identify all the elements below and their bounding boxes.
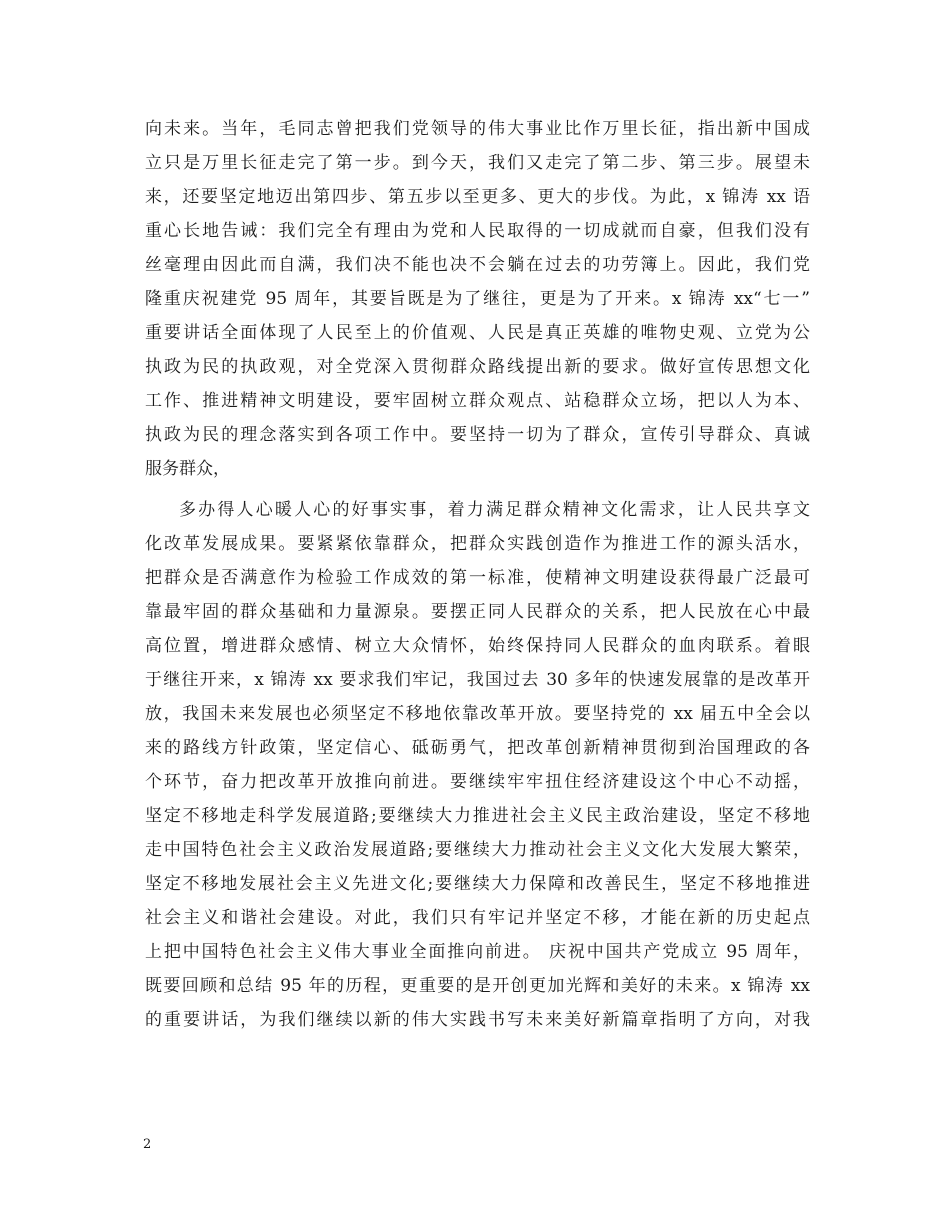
- body-text-line: 执政为民的理念落实到各项工作中。要坚持一切为了群众，宣传引导群众、真诚: [145, 425, 810, 445]
- body-text-line: 执政为民的执政观，对全党深入贯彻群众路线提出新的要求。做好宣传思想文化: [145, 357, 810, 377]
- body-text-line: 于继往开来，x 锦涛 xx 要求我们牢记，我国过去 30 多年的快速发展靠的是改革开: [145, 670, 810, 690]
- body-text-line: 靠最牢固的群众基础和力量源泉。要摆正同人民群众的关系，把人民放在心中最: [145, 602, 810, 622]
- body-text-line: 个环节，奋力把改革开放推向前进。要继续牢牢扭住经济建设这个中心不动摇，: [145, 772, 810, 792]
- body-text-line: 立只是万里长征走完了第一步。到今天，我们又走完了第二步、第三步。展望未: [145, 153, 810, 173]
- body-text-line: 走中国特色社会主义政治发展道路;要继续大力推动社会主义文化大发展大繁荣，: [145, 840, 810, 860]
- body-text-line: 重心长地告诫：我们完全有理由为党和人民取得的一切成就而自豪，但我们没有: [145, 221, 810, 241]
- body-text-line: 重要讲话全面体现了人民至上的价值观、人民是真正英雄的唯物史观、立党为公: [145, 323, 810, 343]
- body-text-line: 坚定不移地走科学发展道路;要继续大力推进社会主义民主政治建设，坚定不移地: [145, 806, 810, 826]
- body-text-line: 化改革发展成果。要紧紧依靠群众，把群众实践创造作为推进工作的源头活水，: [145, 534, 810, 554]
- body-text-line: 向未来。当年，毛同志曾把我们党领导的伟大事业比作万里长征，指出新中国成: [145, 119, 810, 139]
- body-text-line: 上把中国特色社会主义伟大事业全面推向前进。 庆祝中国共产党成立 95 周年，: [145, 942, 810, 962]
- body-text-line: 社会主义和谐社会建设。对此，我们只有牢记并坚定不移，才能在新的历史起点: [145, 908, 810, 928]
- page-number: 2: [143, 1137, 152, 1152]
- body-text-line: 坚定不移地发展社会主义先进文化;要继续大力保障和改善民生，坚定不移地推进: [145, 874, 810, 894]
- body-text-line: 放，我国未来发展也必须坚定不移地依靠改革开放。要坚持党的 xx 届五中全会以: [145, 704, 810, 724]
- body-text-line: 服务群众，: [145, 459, 230, 479]
- body-text-line: 既要回顾和总结 95 年的历程，更重要的是开创更加光辉和美好的未来。x 锦涛 xx: [145, 976, 810, 996]
- body-text-line: 多办得人心暖人心的好事实事，着力满足群众精神文化需求，让人民共享文: [179, 500, 810, 520]
- body-text-line: 来，还要坚定地迈出第四步、第五步以至更多、更大的步伐。为此，x 锦涛 xx 语: [145, 187, 810, 207]
- body-text-line: 来的路线方针政策，坚定信心、砥砺勇气，把改革创新精神贯彻到治国理政的各: [145, 738, 810, 758]
- body-text-line: 的重要讲话，为我们继续以新的伟大实践书写未来美好新篇章指明了方向，对我: [145, 1010, 810, 1030]
- body-text-line: 把群众是否满意作为检验工作成效的第一标准，使精神文明建设获得最广泛最可: [145, 568, 810, 588]
- body-text-line: 丝毫理由因此而自满，我们决不能也决不会躺在过去的功劳簿上。因此，我们党: [145, 255, 810, 275]
- body-text-line: 工作、推进精神文明建设，要牢固树立群众观点、站稳群众立场，把以人为本、: [145, 391, 810, 411]
- body-text-line: 高位置，增进群众感情、树立大众情怀，始终保持同人民群众的血肉联系。着眼: [145, 636, 810, 656]
- body-text-line: 隆重庆祝建党 95 周年，其要旨既是为了继往，更是为了开来。x 锦涛 xx“七一”: [145, 289, 810, 309]
